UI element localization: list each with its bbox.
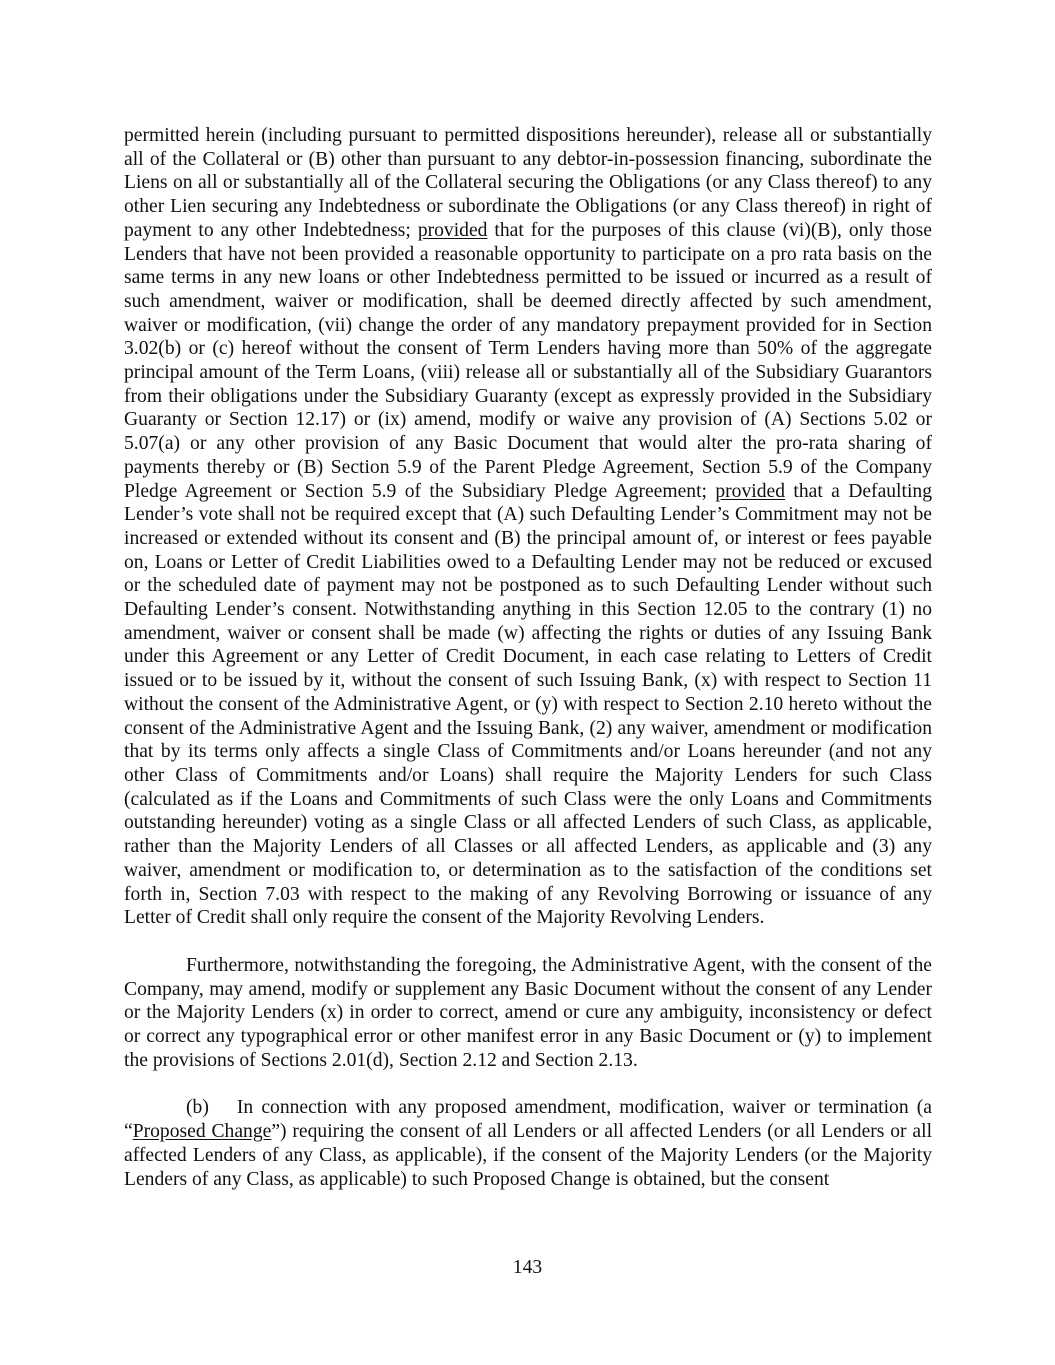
paragraph-1-text-a: permitted herein (including pursuant to permitted dispositions hereunder), release all or substantially all of the Collateral or (B) other than pursuant to any debtor-in-possession financing, subordinate the Liens on all or substantially all of the Collateral securing the Obligations (or any Class thereof) to any other Lien securing any Indebtedness or subordinate the Obligations (or any Class thereof) in right of payment to any other Indebtedness;: [124, 125, 932, 241]
page-number: 143: [512, 1257, 543, 1278]
paragraph-furthermore: Furthermore, notwithstanding the foregoing, the Administrative Agent, with the consent of the Company, may amend, modify or supplement any Basic Document without the consent of any Lender or the Majority Lenders (x) in order to correct, amend or cure any ambiguity, inconsistency or defect or correct any typographical error or other manifest error in any Basic Document or (y) to implement the provisions of Sections 2.01(d), Section 2.12 and Section 2.13.: [124, 954, 932, 1071]
paragraph-section-b: [124, 1096, 932, 1191]
paragraph-1-text-b: that for the purposes of this clause (vi)(B), only those Lenders that have not been provided a reasonable opportunity to participate on a pro rata basis on the same terms in any new loans or other Indebtedness permitted to be issued or incurred as a result of such amendment, waiver or modification, shall be deemed directly affected by such amendment, waiver or modification, (vii) change the order of any mandatory prepayment provided for in Section 3.02(b) or (c) hereof without the consent of Term Lenders having more than 50% of the aggregate principal amount of the Term Loans, (viii) release all or substantially all of the Subsidiary Guarantors from their obligations under the Subsidiary Guaranty (except as expressly provided in the Subsidiary Guaranty or Section 12.17) or (ix) amend, modify or waive any provision of (A) Sections 5.02 or 5.07(a) or any other provision of any Basic Document that would alter the pro-rata sharing of payments thereby or (B) Section 5.9 of the Parent Pledge Agreement, Section 5.9 of the Company Pledge Agreement or Section 5.9 of the Subsidiary Pledge Agreement;: [124, 219, 932, 502]
provided-term-1: provided: [417, 219, 488, 241]
section-b-text-a: In connection with any proposed amendment, modification, waiver or termination (a “: [124, 1097, 932, 1143]
document-body: [124, 124, 932, 1191]
paragraph-continued-clause: [124, 124, 932, 930]
provided-term-2: provided: [715, 480, 786, 502]
section-b-label: (b): [186, 1097, 209, 1119]
section-b-text-b: ”) requiring the consent of all Lenders or all affected Lenders (or all Lenders or all affected Lenders of any Class, as applicable), if the consent of the Majority Lenders (or the Majority Lenders of any Class, as applicable) to such Proposed Change is obtained, but the consent: [124, 1121, 933, 1190]
paragraph-1-text-c: that a Defaulting Lender’s vote shall not be required except that (A) such Defaulting Lender’s Commitment may not be increased or extended without its consent and (B) the principal amount of, or interest or fees payable on, Loans or Letter of Credit Liabilities owed to a Defaulting Lender may not be reduced or excused or the scheduled date of payment may not be postponed as to such Defaulting Lender without such Defaulting Lender’s consent. Notwithstanding anything in this Section 12.05 to the contrary (1) no amendment, waiver or consent shall be made (w) affecting the rights or duties of any Issuing Bank under this Agreement or any Letter of Credit Document, in each case relating to Letters of Credit issued or to be issued by it, without the consent of such Issuing Bank, (x) with respect to Section 11 without the consent of the Administrative Agent, or (y) with respect to Section 2.10 hereto without the consent of the Administrative Agent and the Issuing Bank, (2) any waiver, amendment or modification that by its terms only affects a single Class of Commitments and/or Loans hereunder (and not any other Class of Commitments and/or Loans) shall require the Majority Lenders for such Class (calculated as if the Loans and Commitments of such Class were the only Loans and Commitments outstanding hereunder) voting as a single Class or all affected Lenders of such Class, as applicable, rather than the Majority Lenders of all Classes or all affected Lenders, as applicable and (3) any waiver, amendment or modification to, or determination as to the satisfaction of the conditions set forth in, Section 7.03 with respect to the making of any Revolving Borrowing or issuance of any Letter of Credit shall only require the consent of the Majority Revolving Lenders.: [124, 480, 932, 929]
defined-term-proposed-change: Proposed Change: [132, 1121, 272, 1143]
